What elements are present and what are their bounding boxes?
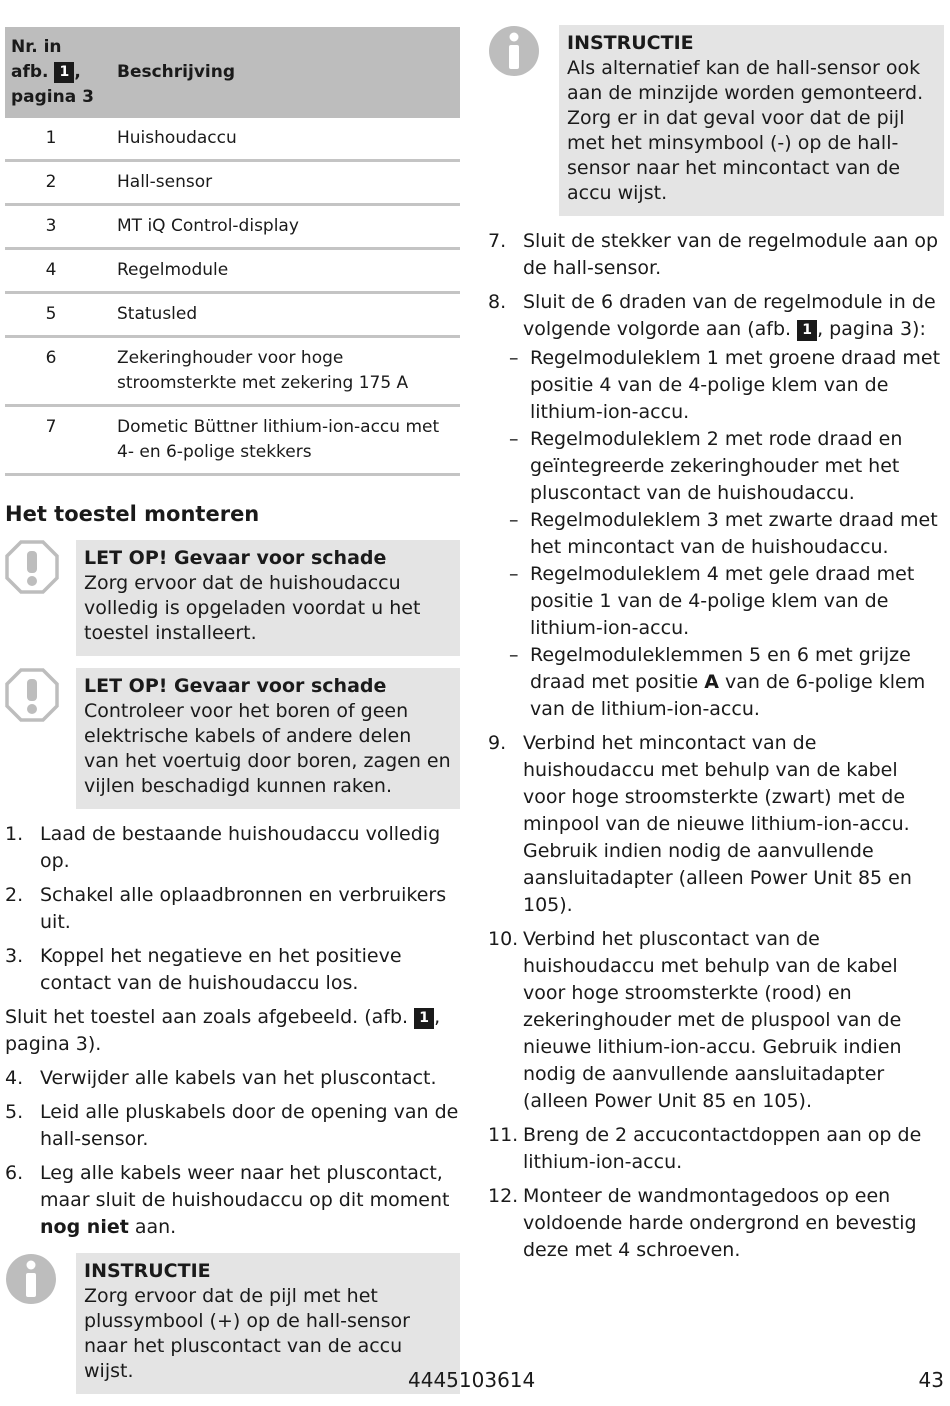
- header-nr-comma: ,: [74, 62, 81, 82]
- dash: –: [509, 428, 519, 450]
- right-column: [488, 25, 944, 1271]
- dash: –: [509, 563, 519, 585]
- notice-info-right: [488, 25, 944, 216]
- header-description: Beschrijving: [111, 27, 460, 118]
- sub-item-text: [530, 642, 944, 723]
- list-item: [488, 730, 944, 919]
- dash: –: [509, 644, 519, 666]
- step-number: 3.: [5, 945, 24, 967]
- step-text: Laad de bestaande huishoudaccu volledig op.: [40, 823, 441, 872]
- step-text: [509, 289, 944, 723]
- steps-list-c: [488, 228, 944, 1264]
- sub-item-text: Regelmoduleklem 3 met zwarte draad met het mincontact van de huishoudaccu.: [530, 509, 938, 558]
- document-code: 4445103614: [408, 1368, 536, 1392]
- row-description: Dometic Büttner lithium-ion-accu met 4- en 6-polige stekkers: [111, 406, 460, 475]
- step6-bold-text: nog niet: [40, 1216, 129, 1238]
- warning-icon-wrap: [5, 540, 76, 656]
- step-text: Verwijder alle kabels van het pluscontact.: [40, 1067, 437, 1089]
- section-title: Het toestel monteren: [5, 502, 260, 526]
- steps-list-b: [5, 1065, 460, 1241]
- step-text: Monteer de wandmontagedoos op een voldoende harde ondergrond en bevestig deze met 4 schroeven.: [523, 1185, 917, 1261]
- notice-box: [76, 668, 460, 809]
- connect-text-before: Sluit het toestel aan zoals afgebeeld. (afb.: [5, 1006, 409, 1028]
- step6-text-before: Leg alle kabels weer naar het pluscontact, maar sluit de huishoudaccu op dit moment: [40, 1162, 450, 1211]
- step-number: 5.: [5, 1101, 24, 1123]
- notice-warning-2: [5, 668, 460, 809]
- notice-title: LET OP! Gevaar voor schade: [84, 675, 387, 697]
- notice-text: Zorg ervoor dat de pijl met het plussymbool (+) op de hall-sensor naar het pluscontact van de accu wijst.: [84, 1285, 410, 1382]
- sub-list: [509, 345, 944, 723]
- step-number: 7.: [488, 230, 507, 252]
- table-row: [5, 161, 460, 205]
- step-number: 12.: [488, 1185, 519, 1207]
- header-nr-line2: afb.: [11, 62, 49, 82]
- row-number: 4: [5, 249, 111, 293]
- notice-warning-1: [5, 540, 460, 656]
- sub-list-item: [509, 426, 944, 507]
- step-text: Verbind het pluscontact van de huishoudaccu met behulp van de kabel voor hoge stroomsterkte (rood) en zekeringhouder met de pluspool van de nieuwe lithium-ion-accu. Gebruik indien nodig de aanvullende aansluitadapter (alleen Power Unit 85 en 105).: [523, 928, 902, 1112]
- sub5-text-after: van de 6-polige klem van de lithium-ion-accu.: [530, 671, 926, 720]
- step-number: 1.: [5, 823, 24, 845]
- info-icon-wrap: [5, 1253, 76, 1394]
- exclamation-icon: [5, 540, 59, 594]
- step-text: Verbind het mincontact van de huishoudaccu met behulp van de kabel voor hoge stroomsterkte (zwart) met de minpool van de nieuwe lithium-ion-accu. Gebruik indien nodig de aanvullende aansluitadapter (alleen Power Unit 85 en 105).: [523, 732, 912, 916]
- row-number: 5: [5, 293, 111, 337]
- notice-box: [76, 1253, 460, 1394]
- row-number: 3: [5, 205, 111, 249]
- step-number: 4.: [5, 1067, 24, 1089]
- sub-item-text: Regelmoduleklem 2 met rode draad en geïntegreerde zekeringhouder met het pluscontact van de huishoudaccu.: [530, 428, 903, 504]
- row-number: 2: [5, 161, 111, 205]
- notice-box: [559, 25, 944, 216]
- list-item: [5, 943, 460, 997]
- header-nr: [5, 27, 111, 118]
- list-item: [488, 1183, 944, 1264]
- step-number: 8.: [488, 291, 507, 313]
- list-item: [5, 1099, 460, 1153]
- sub-list-item: [509, 345, 944, 426]
- step-text: Breng de 2 accucontactdoppen aan op de lithium-ion-accu.: [523, 1124, 922, 1173]
- step-number: 11.: [488, 1124, 519, 1146]
- row-description: Zekeringhouder voor hoge stroomsterkte met zekering 175 A: [111, 337, 460, 406]
- list-item: [488, 926, 944, 1115]
- row-number: 6: [5, 337, 111, 406]
- sub-item-text: Regelmoduleklem 1 met groene draad met positie 4 van de 4-polige klem van de lithium-ion-accu.: [530, 347, 941, 423]
- notice-title: INSTRUCTIE: [84, 1260, 211, 1282]
- sub-item-text: Regelmoduleklem 4 met gele draad met positie 1 van de 4-polige klem van de lithium-ion-accu.: [530, 563, 915, 639]
- notice-info-left: [5, 1253, 460, 1394]
- row-number: 1: [5, 118, 111, 161]
- connect-paragraph: [5, 1004, 460, 1058]
- table-row: [5, 337, 460, 406]
- header-nr-line3: pagina 3: [11, 87, 94, 107]
- list-item: [5, 821, 460, 875]
- step-text: Koppel het negatieve en het positieve contact van de huishoudaccu los.: [40, 945, 402, 994]
- table-row: [5, 205, 460, 249]
- sub5-text-before: Regelmoduleklemmen 5 en 6 met grijze draad met positie: [530, 644, 911, 693]
- parts-table: [5, 27, 460, 476]
- table-row: [5, 118, 460, 161]
- sub-list-item: [509, 507, 944, 561]
- page-number: 43: [918, 1368, 944, 1392]
- parts-table-body: [5, 118, 460, 475]
- table-row: [5, 406, 460, 475]
- dash: –: [509, 509, 519, 531]
- figure-badge: 1: [54, 62, 74, 83]
- info-icon: [5, 1253, 57, 1305]
- figure-badge: 1: [414, 1008, 434, 1029]
- row-description: MT iQ Control-display: [111, 205, 460, 249]
- step-number: 9.: [488, 732, 507, 754]
- notice-text: Als alternatief kan de hall-sensor ook aan de minzijde worden gemonteerd. Zorg er in dat geval voor dat de pijl met het minsymbool (-) op de hall-sensor naar het mincontact van de accu wijst.: [567, 57, 924, 204]
- figure-badge: 1: [797, 320, 817, 341]
- warning-icon-wrap: [5, 668, 76, 809]
- step-number: 2.: [5, 884, 24, 906]
- notice-title: INSTRUCTIE: [567, 32, 694, 54]
- step-text: Sluit de stekker van de regelmodule aan op de hall-sensor.: [523, 230, 939, 279]
- list-item: [5, 882, 460, 936]
- row-description: Statusled: [111, 293, 460, 337]
- notice-title: LET OP! Gevaar voor schade: [84, 547, 387, 569]
- step-number: 6.: [5, 1162, 24, 1184]
- step-text: Leid alle pluskabels door de opening van de hall-sensor.: [40, 1101, 459, 1150]
- notice-box: [76, 540, 460, 656]
- left-column: [5, 27, 460, 1406]
- notice-text: Controleer voor het boren of geen elektrische kabels of andere delen van het voertuig door boren, zagen en vijlen beschadigd kunnen raken.: [84, 700, 451, 797]
- table-row: [5, 293, 460, 337]
- notice-text: Zorg ervoor dat de huishoudaccu volledig is opgeladen voordat u het toestel installeert.: [84, 572, 421, 644]
- table-row: [5, 249, 460, 293]
- step-text: Schakel alle oplaadbronnen en verbruikers uit.: [40, 884, 447, 933]
- step8-text-after: , pagina 3):: [817, 318, 926, 340]
- list-item: [5, 1160, 460, 1241]
- sub-list-item: [509, 561, 944, 642]
- info-icon: [488, 25, 540, 77]
- row-number: 7: [5, 406, 111, 475]
- list-item: [488, 289, 944, 723]
- exclamation-icon: [5, 668, 59, 722]
- info-icon-wrap: [488, 25, 559, 216]
- steps-list-a: [5, 821, 460, 997]
- row-description: Regelmodule: [111, 249, 460, 293]
- list-item: [488, 228, 944, 282]
- table-header-row: [5, 27, 460, 118]
- sub-list-item: [509, 642, 944, 723]
- step-number: 10.: [488, 928, 519, 950]
- row-description: Hall-sensor: [111, 161, 460, 205]
- list-item: [488, 1122, 944, 1176]
- dash: –: [509, 347, 519, 369]
- row-description: Huishoudaccu: [111, 118, 460, 161]
- list-item: [5, 1065, 460, 1092]
- step-text: [40, 1160, 460, 1241]
- header-nr-line1: Nr. in: [11, 37, 62, 57]
- sub5-bold: A: [704, 671, 719, 693]
- step6-text-after: aan.: [128, 1216, 177, 1238]
- step8-text-before: Sluit de 6 draden van de regelmodule in de volgende volgorde aan (afb.: [523, 291, 936, 340]
- connect-text-after: , pagina 3).: [5, 1006, 441, 1055]
